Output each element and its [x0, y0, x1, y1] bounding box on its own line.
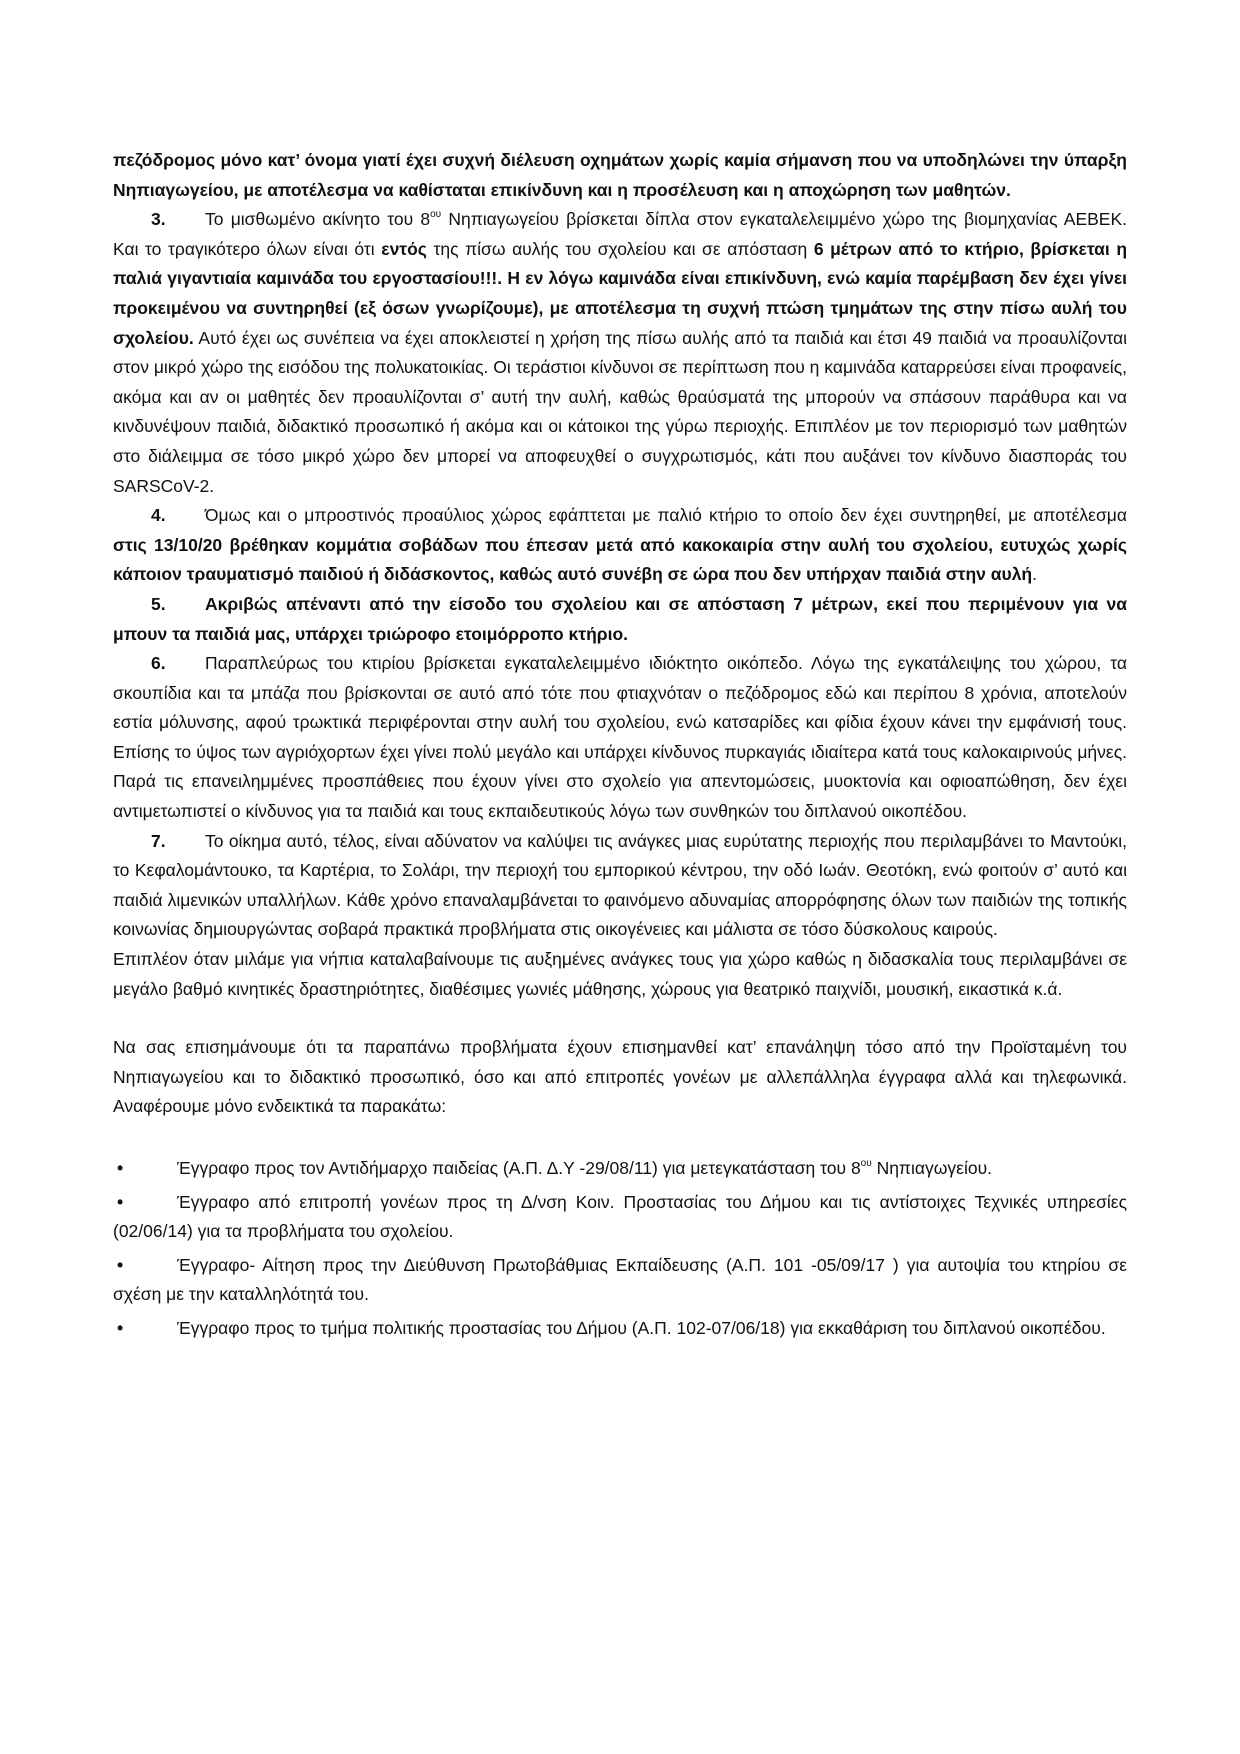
item-number: 5.	[151, 593, 166, 614]
item-number: 7.	[151, 830, 166, 851]
bullet-icon: •	[117, 1317, 124, 1338]
spacer	[113, 1122, 1127, 1154]
bullet-icon: •	[117, 1158, 124, 1178]
document-page	[113, 146, 1127, 1344]
bullet-icon: •	[117, 1254, 124, 1275]
bullet-item: • Έγγραφο από επιτροπή γονέων προς τη Δ/νση Κοιν. Προστασίας του Δήμου και τις αντίστοιχες Τεχνικές υπηρεσίες (02/06/14) για τα προβλήματα του σχολείου.	[113, 1188, 1127, 1247]
bullet-item: • Έγγραφο- Αίτηση προς την Διεύθυνση Πρωτοβάθμιας Εκπαίδευσης (Α.Π. 101 -05/09/17 ) για αυτοψία του κτηρίου σε σχέση με την καταλληλότητά του.	[113, 1251, 1127, 1310]
item-number: 3.	[151, 209, 166, 230]
bullet-icon: •	[117, 1191, 124, 1212]
summary-paragraph: Να σας επισημάνουμε ότι τα παραπάνω προβλήματα έχουν επισημανθεί κατ’ επανάληψη τόσο από την Προϊσταμένη του Νηπιαγωγείου και το διδακτικό προσωπικό, όσο και από επιτροπές γονέων με αλλεπάλληλα έγγραφα αλλά και τηλεφωνικά. Αναφέρουμε μόνο ενδεικτικά τα παρακάτω:	[113, 1037, 1127, 1117]
numbered-item-4: 4. Όμως και ο μπροστινός προαύλιος χώρος εφάπτεται με παλιό κτήριο το οποίο δεν έχει συντηρηθεί, με αποτέλεσμα στις 13/10/20 βρέθηκαν κομμάτια σοβάδων που έπεσαν μετά από κακοκαιρία στην αυλή του σχολείου, ευτυχώς χωρίς κάποιον τραυματισμό παιδιού ή διδάσκοντος, καθώς αυτό συνέβη σε ώρα που δεν υπήρχαν παιδιά στην αυλή.	[113, 501, 1127, 590]
numbered-item-7: 7. Το οίκημα αυτό, τέλος, είναι αδύνατον να καλύψει τις ανάγκες μιας ευρύτατης περιοχής που περιλαμβάνει το Μαντούκι, το Κεφαλομάντουκο, τα Καρτέρια, το Σολάρι, την περιοχή του εμπορικού κέντρου, την οδό Ιωάν. Θεοτόκη, ενώ φοιτούν σ’ αυτό και παιδιά λιμενικών υπαλλήλων. Κάθε χρόνο επαναλαμβάνεται το φαινόμενο αδυναμίας απορρόφησης όλων των παιδιών της τοπικής κοινωνίας δημιουργώντας σοβαρά πρακτικά προβλήματα στις οικογένειες και μάλιστα σε τόσο δύσκολους καιρούς.	[113, 827, 1127, 945]
bullet-item: • Έγγραφο προς το τμήμα πολιτικής προστασίας του Δήμου (Α.Π. 102-07/06/18) για εκκαθάριση του διπλανού οικοπέδου.	[113, 1314, 1127, 1344]
numbered-item-5: 5. Ακριβώς απέναντι από την είσοδο του σχολείου και σε απόσταση 7 μέτρων, εκεί που περιμένουν για να μπουν τα παιδιά μας, υπάρχει τριώροφο ετοιμόρροπο κτήριο.	[113, 590, 1127, 649]
numbered-item-3: 3. Το μισθωμένο ακίνητο του $8^{o\upsilon}$ Νηπιαγωγείου βρίσκεται δίπλα στον εγκαταλελειμμένο χώρο της βιομηχανίας ΑΕΒΕΚ. Και το τραγικότερο όλων είναι ότι εντός της πίσω αυλής του σχολείου και σε απόσταση 6 μέτρων από το κτήριο, βρίσκεται η παλιά γιγαντιαία καμινάδα του εργοστασίου!!!. Η εν λόγω καμινάδα είναι επικίνδυνη, ενώ καμία παρέμβαση δεν έχει γίνει προκειμένου να συντηρηθεί (εξ όσων γνωρίζουμε), με αποτέλεσμα τη συχνή πτώση τμημάτων της στην πίσω αυλή του σχολείου. Αυτό έχει ως συνέπεια να έχει αποκλειστεί η χρήση της πίσω αυλής από τα παιδιά και έτσι 49 παιδιά να προαυλίζονται στον μικρό χώρο της εισόδου της πολυκατοικίας. Οι τεράστιοι κίνδυνοι σε περίπτωση που η καμινάδα καταρρεύσει είναι προφανείς, ακόμα και αν οι μαθητές δεν προαυλίζονται σ’ αυτή την αυλή, καθώς θραύσματά της μπορούν να σπάσουν παράθυρα και να κινδυνέψουν παιδιά, διδακτικό προσωπικό ή ακόμα και οι κάτοικοι της γύρω περιοχής. Επιπλέον με τον περιορισμό των μαθητών στο διάλειμμα σε τόσο μικρό χώρο δεν μπορεί να αποφευχθεί ο συγχρωτισμός, κάτι που αυξάνει τον κίνδυνο διασποράς του SARSCoV-2.	[113, 205, 1127, 501]
item-number: 6.	[151, 653, 166, 674]
followup-paragraph: Επιπλέον όταν μιλάμε για νήπια καταλαβαίνουμε τις αυξημένες ανάγκες τους για χώρο καθώς η διδασκαλία τους περιλαμβάνει σε μεγάλο βαθμό κινητικές δραστηριότητες, διαθέσιμες γωνιές μάθησης, χώρους για θεατρικό παιχνίδι, μουσική, εικαστικά κ.ά.	[113, 949, 1127, 999]
bullet-item: • Έγγραφο προς τον Αντιδήμαρχο παιδείας (Α.Π. Δ.Υ -29/08/11) για μετεγκατάσταση του $8^{o\upsilon}$ Νηπιαγωγείου.	[113, 1154, 1127, 1184]
item-number: 4.	[151, 505, 166, 526]
intro-paragraph: πεζόδρομος μόνο κατ’ όνομα γιατί έχει συχνή διέλευση οχημάτων χωρίς καμία σήμανση που να υποδηλώνει την ύπαρξη Νηπιαγωγείου, με αποτέλεσμα να καθίσταται επικίνδυνη και η προσέλευση και η αποχώρηση των μαθητών.	[113, 150, 1127, 200]
spacer	[113, 1004, 1127, 1033]
numbered-item-6: 6. Παραπλεύρως του κτιρίου βρίσκεται εγκαταλελειμμένο ιδιόκτητο οικόπεδο. Λόγω της εγκατάλειψης του χώρου, τα σκουπίδια και τα μπάζα που βρίσκονται σε αυτό από τότε που φτιαχνόταν ο πεζόδρομος εδώ και περίπου 8 χρόνια, αποτελούν εστία μόλυνσης, αφού τρωκτικά περιφέρονται στην αυλή του σχολείου, ενώ κατσαρίδες και φίδια έχουν κάνει την εμφάνισή τους. Επίσης το ύψος των αγριόχορτων έχει γίνει πολύ μεγάλο και υπάρχει κίνδυνος πυρκαγιάς ιδιαίτερα κατά τους καλοκαιρινούς μήνες. Παρά τις επανειλημμένες προσπάθειες που έχουν γίνει στο σχολείο για απεντομώσεις, μυοκτονία και οφιοαπώθηση, δεν έχει αντιμετωπιστεί ο κίνδυνος για τα παιδιά και τους εκπαιδευτικούς λόγω των συνθηκών του διπλανού οικοπέδου.	[113, 649, 1127, 827]
